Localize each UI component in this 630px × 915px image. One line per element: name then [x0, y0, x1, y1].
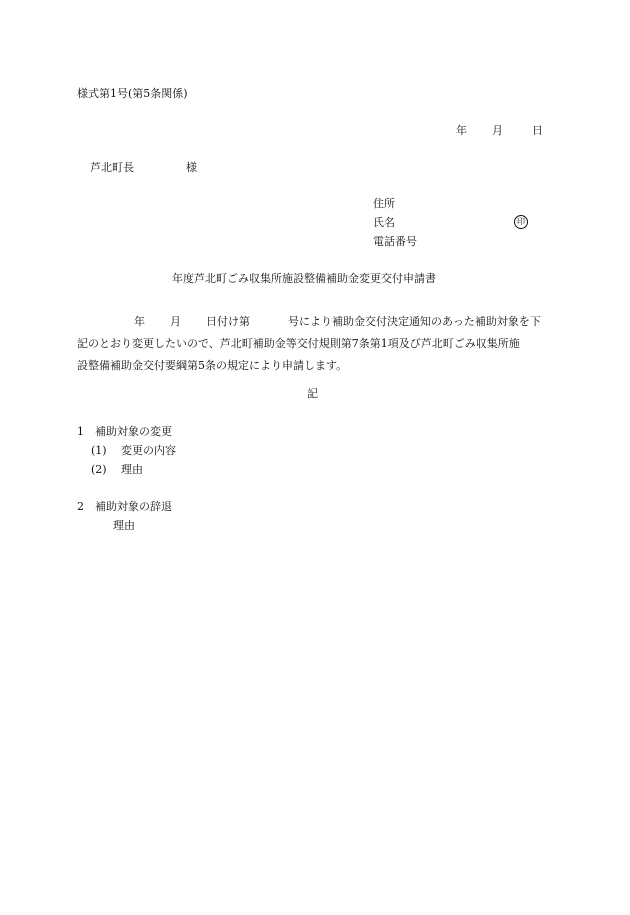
- addressee-title: 芦北町長: [90, 161, 134, 174]
- section-change-target: [77, 426, 176, 483]
- addressee: [90, 162, 197, 173]
- section-1-heading-row: [77, 426, 176, 445]
- section-2-heading: 補助対象の辞退: [95, 500, 172, 513]
- address-row: [373, 198, 417, 217]
- item-1-number: (1): [91, 444, 107, 457]
- body-line-3: 設整備補助金交付要綱第5条の規定により申請します。: [77, 359, 348, 372]
- body-line-1-rest: 号により補助金交付決定通知のあった補助対象を下: [288, 315, 541, 328]
- applicant-block: [373, 197, 525, 255]
- body-dated-label: 日付け第: [206, 315, 250, 328]
- date-year-label: 年: [456, 124, 467, 137]
- form-number: 様式第1号(第5条関係): [77, 87, 188, 100]
- body-line-2: 記のとおり変更したいので、芦北町補助金等交付規則第7条第1項及び芦北町ごみ収集所施: [77, 337, 520, 350]
- address-label: 住所: [373, 197, 395, 210]
- body-month-label: 月: [170, 315, 181, 328]
- item-1-label: 変更の内容: [121, 444, 176, 457]
- addressee-honorific: 様: [186, 161, 197, 174]
- date-day-label: 日: [532, 124, 543, 137]
- item-2-label: 理由: [121, 463, 143, 476]
- section-2-heading-row: [77, 501, 172, 520]
- date-month-label: 月: [492, 124, 503, 137]
- seal-mark-icon: 印: [514, 215, 528, 229]
- section-withdraw-target: [77, 501, 172, 539]
- section-1-number: 1: [77, 425, 84, 438]
- section-1-heading: 補助対象の変更: [95, 425, 172, 438]
- name-row: [373, 216, 525, 236]
- document-title: 年度芦北町ごみ収集所施設整備補助金変更交付申請書: [172, 272, 436, 285]
- date-line: [456, 125, 543, 136]
- item-2-number: (2): [91, 463, 107, 476]
- name-label: 氏名: [373, 216, 395, 229]
- section-1-item-1: [77, 445, 176, 464]
- section-2-reason: 理由: [113, 519, 135, 532]
- body-year-label: 年: [134, 315, 145, 328]
- ki-heading: 記: [307, 387, 318, 400]
- phone-row: [373, 236, 417, 255]
- section-2-number: 2: [77, 500, 84, 513]
- section-1-item-2: [77, 464, 176, 483]
- body-paragraph: [77, 311, 557, 377]
- body-line-1: [77, 311, 557, 333]
- phone-label: 電話番号: [373, 235, 417, 248]
